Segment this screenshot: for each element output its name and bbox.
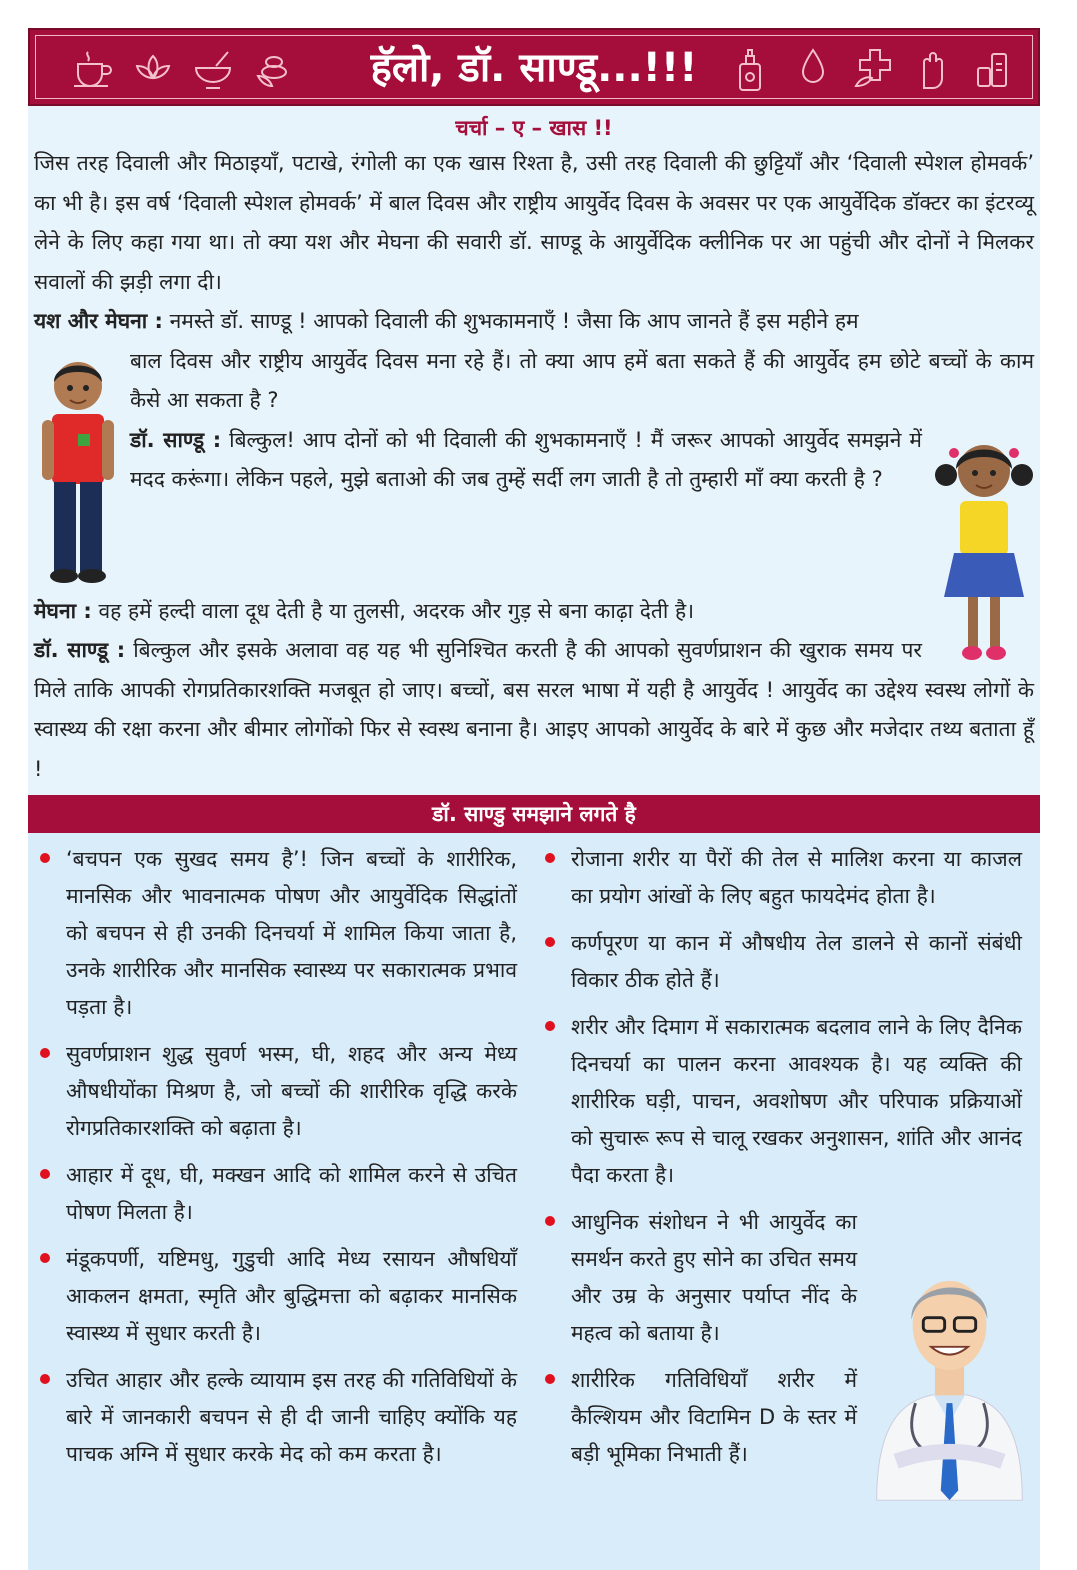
list-item: ‘बचपन एक सुखद समय है’! जिन बच्चों के शारीरिक, मानसिक और भावनात्मक पोषण और आयुर्वेदिक सिद्धांतों को बचपन से ही उनकी दिनचर्या में शामिल किया जाता है, उनके शारीरिक और मानसिक स्वास्थ्य पर सकारात्मक प्रभाव पड़ता है। bbox=[36, 841, 517, 1026]
title-banner bbox=[28, 28, 1040, 106]
list-item: उचित आहार और हल्के व्यायाम इस तरह की गतिविधियों के बारे में जानकारी बचपन से ही दी जानी चाहिए क्योंकि यह पाचक अग्नि में सुधार करके मेद को कम करता है। bbox=[36, 1362, 517, 1473]
drop-leaf-icon bbox=[790, 44, 836, 94]
tips-section bbox=[28, 833, 1040, 1570]
list-item: कर्णपूरण या कान में औषधीय तेल डालने से कानों संबंधी विकार ठीक होते हैं। bbox=[541, 925, 1022, 999]
bullet-icon bbox=[545, 1021, 555, 1031]
dialogue-text: बिल्कुल और इसके अलावा वह यह भी सुनिश्चित करती है की आपको सुवर्णप्राशन की खुराक समय पर मिले ताकि आपकी रोगप्रतिकारशक्ति मजबूत हो जाए। बच्चों, बस सरल भाषा में यही है आयुर्वेद ! आयुर्वेद का उद्देश्य स्वस्थ लोगों के स्वास्थ्य की रक्षा करना और बीमार लोगोंको फिर से स्वस्थ बनाना है। आइए आपको आयुर्वेद के बारे में कुछ और मजेदार तथ्य बताता हूँ ! bbox=[34, 638, 1034, 781]
list-item: आहार में दूध, घी, मक्खन आदि को शामिल करने से उचित पोषण मिलता है। bbox=[36, 1157, 517, 1231]
dialogue-text: वह हमें हल्दी वाला दूध देती है या तुलसी, अदरक और गुड़ से बना काढ़ा देती है। bbox=[91, 598, 695, 623]
girl-illustration bbox=[934, 431, 1034, 666]
bullet-icon bbox=[40, 1169, 50, 1179]
tips-right-column bbox=[541, 841, 1022, 1560]
oil-bottle-icon bbox=[730, 44, 776, 94]
bullet-icon bbox=[545, 1216, 555, 1226]
banner-icons-right bbox=[730, 44, 1016, 94]
hand-leaf-icon bbox=[910, 44, 956, 94]
speaker-label: मेघना : bbox=[34, 598, 92, 623]
bullet-icon bbox=[40, 1048, 50, 1058]
dialogue-yash-meghna-cont: बाल दिवस और राष्ट्रीय आयुर्वेद दिवस मना रहे हैं। तो क्या आप हमें बता सकते हैं की आयुर्वेद हम छोटे बच्चों के काम कैसे आ सकता है ? bbox=[130, 348, 1034, 412]
section-kicker: चर्चा – ए – खास !! bbox=[455, 116, 613, 140]
speaker-label: डॉ. साण्डू : bbox=[34, 638, 126, 662]
dialogue-doctor-2 bbox=[34, 631, 1034, 789]
banner-title: हॅलो, डॉ. साण्डू...!!! bbox=[370, 45, 698, 91]
tips-left-column bbox=[36, 841, 517, 1560]
intro-text bbox=[34, 144, 1034, 795]
list-item: शरीर और दिमाग में सकारात्मक बदलाव लाने के लिए दैनिक दिनचर्या का पालन करना आवश्यक है। यह व्यक्ति की शारीरिक घड़ी, पाचन, अवशोषण और परिपाक प्रक्रियाओं को सुचारू रूप से चालू रखकर अनुशासन, शांति और आनंद पैदा करता है। bbox=[541, 1009, 1022, 1194]
dialogue-text: नमस्ते डॉ. साण्डू ! आपको दिवाली की शुभकामनाएँ ! जैसा कि आप जानते हैं इस महीने हम bbox=[162, 309, 859, 333]
list-item: मंडूकपर्णी, यष्टिमधु, गुडुची आदि मेध्य रसायन औषधियाँ आकलन क्षमता, स्मृति और बुद्धिमत्ता को बढ़ाकर मानसिक स्वास्थ्य में सुधार करती है। bbox=[36, 1241, 517, 1352]
dialogue-text: बिल्कुल! आप दोनों को भी दिवाली की शुभकामनाएँ ! मैं जरूर आपको आयुर्वेद समझने में मदद करूंगा। लेकिन पहले, मुझे बताओ की जब तुम्हें सर्दी लग जाती है तो तुम्हारी माँ क्या करती है ? bbox=[130, 427, 922, 491]
dialogue-doctor-1 bbox=[34, 421, 1034, 500]
bullet-icon bbox=[40, 1374, 50, 1384]
article-page bbox=[28, 28, 1040, 1570]
bullet-icon bbox=[40, 853, 50, 863]
dialogue-meghna bbox=[34, 592, 1034, 632]
list-item: सुवर्णप्राशन शुद्ध सुवर्ण भस्म, घी, शहद और अन्य मेध्य औषधीयोंका मिश्रण है, जो बच्चों की शारीरिक वृद्धि करके रोगप्रतिकारशक्ति को बढ़ाता है। bbox=[36, 1036, 517, 1147]
cross-leaf-icon bbox=[850, 44, 896, 94]
bullet-icon bbox=[545, 1374, 555, 1384]
list-item: शारीरिक गतिविधियाँ शरीर में कैल्शियम और विटामिन D के स्तर में बड़ी भूमिका निभाती हैं। bbox=[541, 1362, 1022, 1473]
boy-illustration bbox=[38, 348, 118, 588]
section-title-bar: डॉ. साण्डु समझाने लगते है bbox=[28, 795, 1040, 833]
bullet-icon bbox=[40, 1253, 50, 1263]
medicine-bottles-icon bbox=[970, 44, 1016, 94]
list-item: रोजाना शरीर या पैरों की तेल से मालिश करना या काजल का प्रयोग आंखों के लिए बहुत फायदेमंद होता है। bbox=[541, 841, 1022, 915]
speaker-label: डॉ. साण्डू : bbox=[130, 427, 222, 452]
dialogue-yash-meghna bbox=[34, 302, 1034, 342]
bullet-icon bbox=[545, 853, 555, 863]
list-item: आधुनिक संशोधन ने भी आयुर्वेद का समर्थन करते हुए सोने का उचित समय और उम्र के अनुसार पर्याप्त नींद के महत्व को बताया है। bbox=[541, 1204, 1022, 1352]
speaker-label: यश और मेघना : bbox=[34, 309, 163, 333]
intro-paragraph: जिस तरह दिवाली और मिठाइयाँ, पटाखे, रंगोली का एक खास रिश्ता है, उसी तरह दिवाली की छुट्टियाँ और ‘दिवाली स्पेशल होमवर्क’ का भी है। इस वर्ष ‘दिवाली स्पेशल होमवर्क’ में बाल दिवस और राष्ट्रीय आयुर्वेद दिवस के अवसर पर एक आयुर्वेदिक डॉक्टर का इंटरव्यू लेने के लिए कहा गया था। तो क्या यश और मेघना की सवारी डॉ. साण्डू के आयुर्वेदिक क्लीनिक पर आ पहुंची और दोनों ने मिलकर सवालों की झड़ी लगा दी। bbox=[34, 151, 1034, 294]
bullet-icon bbox=[545, 937, 555, 947]
